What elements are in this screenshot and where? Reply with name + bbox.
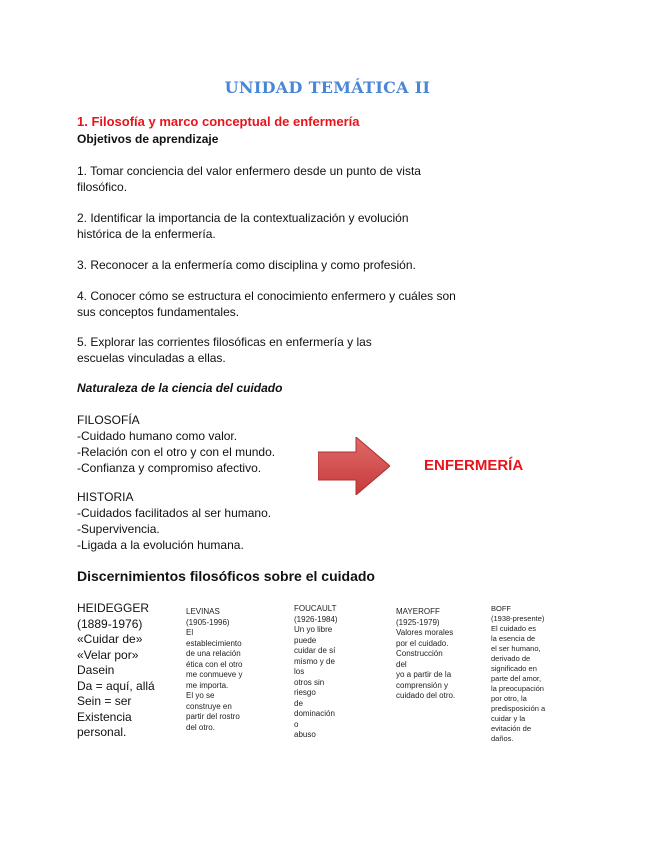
nature-heading: Naturaleza de la ciencia del cuidado [77, 381, 283, 395]
philosophy-block [77, 412, 275, 476]
enfermeria-label: ENFERMERÍA [424, 457, 524, 474]
history-block [77, 489, 271, 553]
page-title: UNIDAD TEMÁTICA II [224, 78, 431, 97]
objective-3: 3. Reconocer a la enfermería como disciplina y como profesión. [77, 258, 416, 272]
philosopher-mayeroff: MAYEROFF (1925-1979) Valores morales por el cuidado. Construcción del yo a partir de la comprensión y cuidado del otro. [396, 607, 456, 700]
history-item: -Cuidados facilitados al ser humano. [77, 506, 272, 520]
history-item: -Supervivencia. [77, 522, 160, 536]
section-heading: 1. Filosofía y marco conceptual de enfermería [77, 114, 360, 129]
objective-5: 5. Explorar las corrientes filosóficas en enfermería y las escuelas vinculadas a ellas. [77, 335, 372, 365]
history-item: -Ligada a la evolución humana. [77, 538, 244, 552]
philosopher-heidegger: HEIDEGGER (1889-1976) «Cuidar de» «Velar por» Dasein Da = aquí, allá Sein = ser Existencia personal. [77, 601, 155, 739]
objectives-heading: Objetivos de aprendizaje [77, 132, 219, 146]
philosophy-item: -Relación con el otro y con el mundo. [77, 445, 276, 459]
philosophy-title: FILOSOFÍA [77, 413, 140, 427]
philosopher-boff: BOFF (1938-presente) El cuidado es la esencia de el ser humano, derivado de significado en parte del amor, la preocupación por otro, la predisposición a cuidar y la evitación de daños. [491, 604, 546, 743]
objective-2: 2. Identificar la importancia de la contextualización y evolución histórica de la enfermería. [77, 211, 409, 241]
philosophy-item: -Confianza y compromiso afectivo. [77, 461, 262, 475]
philosopher-foucault: FOUCAULT (1926-1984) Un yo libre puede cuidar de sí mismo y de los otros sin riesgo de dominación o abuso [294, 604, 338, 739]
right-arrow-icon [318, 437, 390, 495]
philosopher-levinas: LEVINAS (1905-1996) El establecimiento de una relación ética con el otro me conmueve y me importa. El yo se construye en partir del rostro del otro. [186, 607, 243, 732]
philosophy-item: -Cuidado humano como valor. [77, 429, 238, 443]
objective-4: 4. Conocer cómo se estructura el conocimiento enfermero y cuáles son sus conceptos fundamentales. [77, 289, 456, 319]
history-title: HISTORIA [77, 490, 134, 504]
discern-heading: Discernimientos filosóficos sobre el cuidado [77, 568, 375, 584]
objective-1: 1. Tomar conciencia del valor enfermero desde un punto de vista filosófico. [77, 164, 421, 194]
